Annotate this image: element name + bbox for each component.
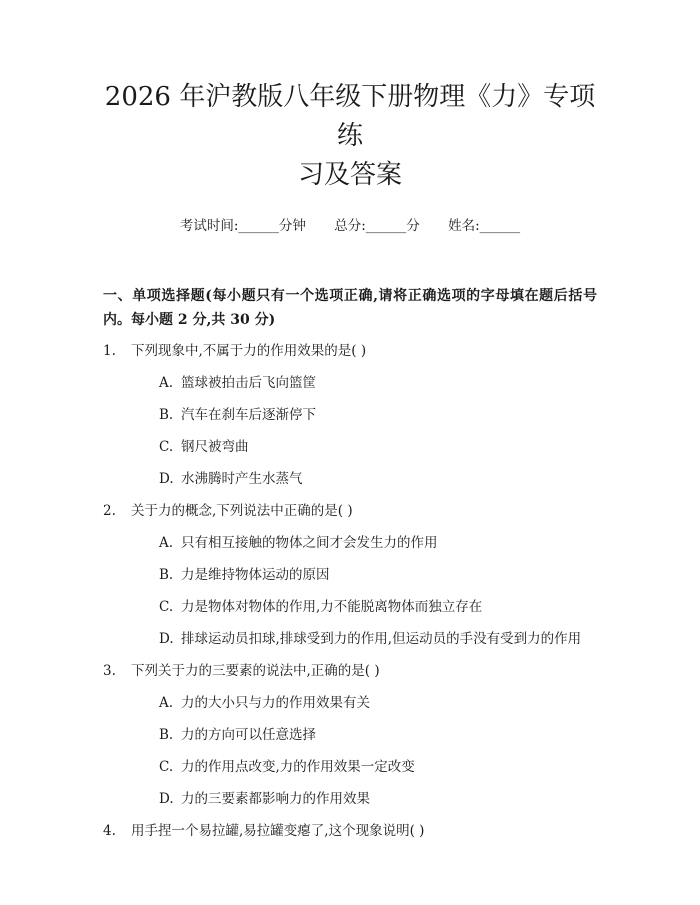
question-text: 用手捏一个易拉罐,易拉罐变瘪了,这个现象说明( )	[131, 823, 425, 839]
question-text: 下列现象中,不属于力的作用效果的是( )	[131, 343, 367, 359]
question-number: 1.	[103, 343, 116, 359]
option-letter: A.	[159, 535, 174, 551]
score-unit: 分	[406, 218, 420, 234]
name-label: 姓名:	[448, 218, 480, 234]
question-stem	[103, 661, 597, 681]
section-heading: 一、单项选择题(每小题只有一个选项正确,请将正确选项的字母填在题后括号内。每小题 2 分,共 30 分)	[103, 288, 597, 328]
exam-time	[180, 217, 306, 235]
option-text: 力的三要素都影响力的作用效果	[181, 791, 370, 807]
option-letter: C.	[159, 599, 174, 615]
question-stem	[103, 341, 597, 361]
question-3	[103, 661, 597, 809]
option-text: 只有相互接触的物体之间才会发生力的作用	[181, 535, 438, 551]
option-text: 力的大小只与力的作用效果有关	[181, 695, 370, 711]
score-blank: ______	[365, 218, 407, 234]
option-text: 水沸腾时产生水蒸气	[181, 471, 303, 487]
option-a	[103, 693, 597, 713]
option-text: 力是维持物体运动的原因	[181, 567, 330, 583]
option-letter: C.	[159, 439, 174, 455]
question-text: 关于力的概念,下列说法中正确的是( )	[131, 503, 353, 519]
question-1	[103, 341, 597, 489]
question-4	[103, 821, 597, 841]
time-label: 考试时间:	[179, 218, 239, 234]
question-stem	[103, 501, 597, 521]
option-c	[103, 597, 597, 617]
option-letter: B.	[159, 727, 174, 743]
document-title	[103, 0, 597, 195]
title-line-1: 2026 年沪教版八年级下册物理《力》专项练	[104, 82, 596, 151]
option-letter: D.	[159, 631, 174, 647]
question-number: 4.	[103, 823, 116, 839]
option-text: 力的作用点改变,力的作用效果一定改变	[181, 759, 415, 775]
option-d	[103, 789, 597, 809]
question-2	[103, 501, 597, 649]
exam-meta	[103, 217, 597, 235]
option-d	[103, 629, 597, 649]
option-text: 力是物体对物体的作用,力不能脱离物体而独立存在	[181, 599, 483, 615]
time-unit: 分钟	[278, 218, 306, 234]
option-b	[103, 565, 597, 585]
option-b	[103, 725, 597, 745]
exam-score	[334, 217, 420, 235]
option-letter: D.	[159, 471, 174, 487]
question-list	[103, 341, 597, 841]
score-label: 总分:	[334, 218, 366, 234]
option-text: 篮球被拍击后飞向篮筐	[181, 375, 316, 391]
option-letter: C.	[159, 759, 174, 775]
option-text: 钢尺被弯曲	[181, 439, 249, 455]
question-text: 下列关于力的三要素的说法中,正确的是( )	[131, 663, 380, 679]
option-text: 排球运动员扣球,排球受到力的作用,但运动员的手没有受到力的作用	[181, 631, 582, 647]
time-blank: ______	[238, 218, 279, 234]
option-letter: D.	[159, 791, 174, 807]
title-line-2: 习及答案	[297, 160, 402, 190]
option-a	[103, 533, 597, 553]
option-text: 力的方向可以任意选择	[181, 727, 316, 743]
option-b	[103, 405, 597, 425]
option-letter: A.	[159, 695, 174, 711]
question-stem	[103, 821, 597, 841]
option-text: 汽车在刹车后逐渐停下	[181, 407, 316, 423]
student-name	[448, 217, 520, 235]
question-number: 2.	[103, 503, 116, 519]
name-blank: ______	[479, 218, 521, 234]
option-letter: B.	[159, 567, 174, 583]
option-c	[103, 757, 597, 777]
question-number: 3.	[103, 663, 116, 679]
option-a	[103, 373, 597, 393]
option-c	[103, 437, 597, 457]
option-letter: B.	[159, 407, 174, 423]
option-letter: A.	[159, 375, 174, 391]
option-d	[103, 469, 597, 489]
